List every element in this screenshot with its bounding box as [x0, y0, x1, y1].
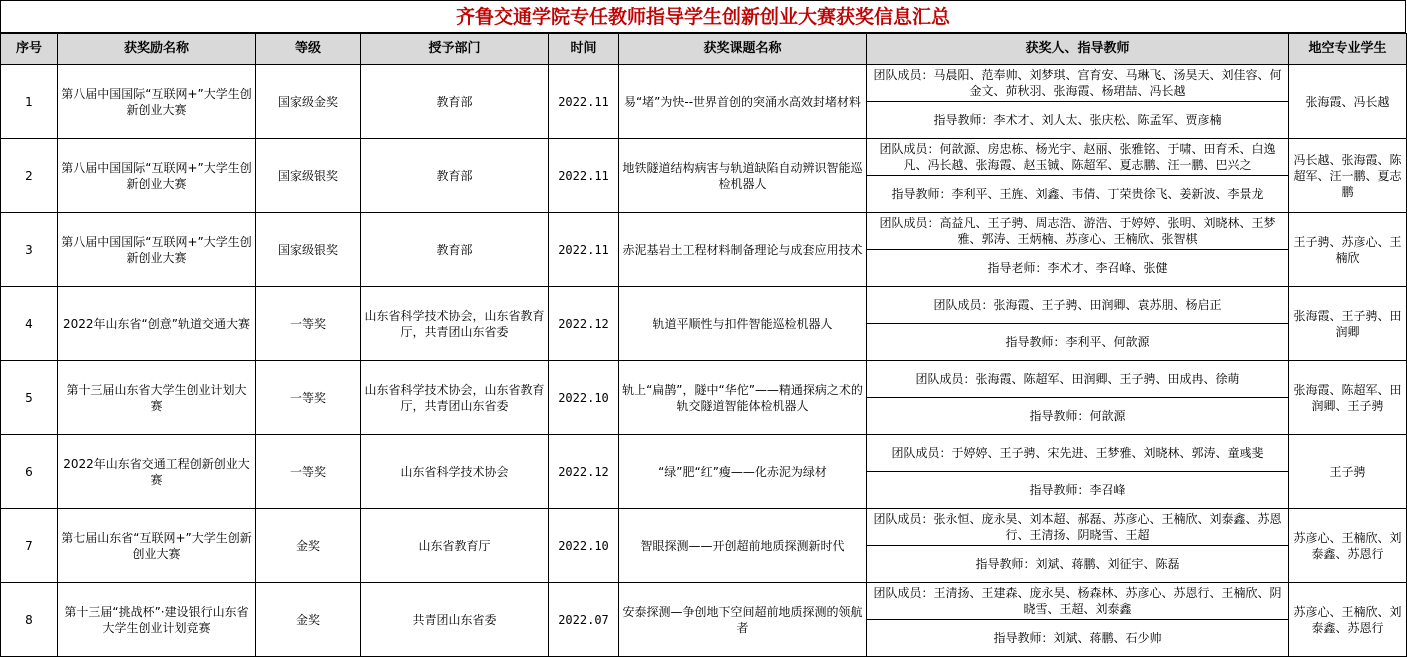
header-cell-dept: 授予部门 [361, 34, 549, 65]
cell-students: 苏彦心、王楠欣、刘泰鑫、苏恩行 [1289, 509, 1407, 583]
cell-dept: 教育部 [361, 213, 549, 287]
sheet-title: 齐鲁交通学院专任教师指导学生创新创业大赛获奖信息汇总 [0, 0, 1406, 33]
table-row [1, 139, 1407, 176]
header-cell-no: 序号 [1, 34, 58, 65]
cell-advisor: 指导教师：李利平、王旌、刘鑫、韦倩、丁荣贵徐飞、姜新波、李景龙 [867, 176, 1289, 213]
cell-level: 国家级银奖 [256, 139, 361, 213]
cell-dept: 共青团山东省委 [361, 583, 549, 657]
cell-no: 5 [1, 361, 58, 435]
cell-no: 2 [1, 139, 58, 213]
cell-team: 团队成员：张海霞、王子骋、田润卿、袁苏朋、杨启正 [867, 287, 1289, 324]
cell-dept: 教育部 [361, 65, 549, 139]
cell-project: 赤泥基岩土工程材料制备理论与成套应用技术 [619, 213, 867, 287]
cell-team: 团队成员：张海霞、陈超军、田润卿、王子骋、田成冉、徐萌 [867, 361, 1289, 398]
cell-advisor: 指导老师：李术才、李召峰、张健 [867, 250, 1289, 287]
table-row [1, 65, 1407, 102]
cell-students: 冯长越、张海霞、陈超军、汪一鹏、夏志鹏 [1289, 139, 1407, 213]
cell-students: 苏彦心、王楠欣、刘泰鑫、苏恩行 [1289, 583, 1407, 657]
cell-team: 团队成员：何歆源、房忠栋、杨光宇、赵丽、张雅铭、于啸、田育禾、白逸凡、冯长越、张海霞、赵玉铖、陈超军、夏志鹏、汪一鹏、巴兴之 [867, 139, 1289, 176]
cell-team: 团队成员：张永恒、庞永昊、刘本超、郝磊、苏彦心、王楠欣、刘泰鑫、苏恩行、王清扬、阴晓雪、王超 [867, 509, 1289, 546]
cell-project: “绿”肥“红”瘦——化赤泥为绿材 [619, 435, 867, 509]
table-row [1, 287, 1407, 324]
cell-award: 第十三届山东省大学生创业计划大赛 [58, 361, 256, 435]
cell-no: 8 [1, 583, 58, 657]
cell-award: 2022年山东省交通工程创新创业大赛 [58, 435, 256, 509]
cell-award: 2022年山东省“创意”轨道交通大赛 [58, 287, 256, 361]
cell-team: 团队成员：马晨阳、范奉帅、刘梦琪、宫育安、马琳飞、汤昊天、刘佳容、何金文、茆秋羽、张海霞、杨珺喆、冯长越 [867, 65, 1289, 102]
cell-advisor: 指导教师：李召峰 [867, 472, 1289, 509]
cell-level: 一等奖 [256, 361, 361, 435]
cell-advisor: 指导教师：刘斌、蒋鹏、石少帅 [867, 620, 1289, 657]
cell-time: 2022.11 [549, 65, 619, 139]
cell-advisor: 指导教师：刘斌、蒋鹏、刘征宇、陈磊 [867, 546, 1289, 583]
cell-project: 地铁隧道结构病害与轨道缺陷自动辨识智能巡检机器人 [619, 139, 867, 213]
header-cell-winners: 获奖人、指导教师 [867, 34, 1289, 65]
header-cell-students: 地空专业学生 [1289, 34, 1407, 65]
cell-team: 团队成员：于婷婷、王子骋、宋先进、王梦雅、刘晓林、郭涛、童彧斐 [867, 435, 1289, 472]
cell-no: 1 [1, 65, 58, 139]
cell-students: 张海霞、陈超军、田润卿、王子骋 [1289, 361, 1407, 435]
cell-level: 金奖 [256, 509, 361, 583]
cell-time: 2022.10 [549, 361, 619, 435]
cell-time: 2022.07 [549, 583, 619, 657]
header-row [1, 34, 1407, 65]
cell-team: 团队成员：高益凡、王子骋、周志浩、游浩、于婷婷、张明、刘晓林、王梦雅、郭涛、王炳楠、苏彦心、王楠欣、张智棋 [867, 213, 1289, 250]
cell-time: 2022.10 [549, 509, 619, 583]
cell-award: 第八届中国国际“互联网+”大学生创新创业大赛 [58, 213, 256, 287]
cell-award: 第十三届“挑战杯”·建设银行山东省大学生创业计划竞赛 [58, 583, 256, 657]
cell-level: 金奖 [256, 583, 361, 657]
cell-time: 2022.11 [549, 213, 619, 287]
cell-level: 一等奖 [256, 287, 361, 361]
cell-advisor: 指导教师：李利平、何歆源 [867, 324, 1289, 361]
cell-dept: 山东省科学技术协会 [361, 435, 549, 509]
cell-level: 国家级金奖 [256, 65, 361, 139]
table-row [1, 509, 1407, 546]
cell-award: 第八届中国国际“互联网+”大学生创新创业大赛 [58, 139, 256, 213]
cell-no: 7 [1, 509, 58, 583]
table-row [1, 213, 1407, 250]
header-cell-time: 时间 [549, 34, 619, 65]
cell-advisor: 指导教师：李术才、刘人太、张庆松、陈孟军、贾彦楠 [867, 102, 1289, 139]
cell-dept: 山东省科学技术协会，山东省教育厅，共青团山东省委 [361, 287, 549, 361]
cell-project: 易“堵”为快--世界首创的突涌水高效封堵材料 [619, 65, 867, 139]
cell-no: 6 [1, 435, 58, 509]
table-row [1, 435, 1407, 472]
awards-table [0, 33, 1407, 657]
cell-dept: 山东省科学技术协会，山东省教育厅，共青团山东省委 [361, 361, 549, 435]
header-cell-project: 获奖课题名称 [619, 34, 867, 65]
table-row [1, 361, 1407, 398]
cell-project: 轨道平顺性与扣件智能巡检机器人 [619, 287, 867, 361]
cell-level: 一等奖 [256, 435, 361, 509]
cell-students: 张海霞、冯长越 [1289, 65, 1407, 139]
header-cell-award: 获奖励名称 [58, 34, 256, 65]
cell-level: 国家级银奖 [256, 213, 361, 287]
cell-students: 张海霞、王子骋、田润卿 [1289, 287, 1407, 361]
cell-award: 第八届中国国际“互联网+”大学生创新创业大赛 [58, 65, 256, 139]
cell-students: 王子骋 [1289, 435, 1407, 509]
cell-time: 2022.12 [549, 287, 619, 361]
header-cell-level: 等级 [256, 34, 361, 65]
cell-time: 2022.12 [549, 435, 619, 509]
cell-dept: 教育部 [361, 139, 549, 213]
cell-project: 轨上“扁鹊”，隧中“华佗”——精通探病之术的轨交隧道智能体检机器人 [619, 361, 867, 435]
cell-students: 王子骋、苏彦心、王楠欣 [1289, 213, 1407, 287]
cell-time: 2022.11 [549, 139, 619, 213]
cell-no: 4 [1, 287, 58, 361]
table-row [1, 583, 1407, 620]
cell-dept: 山东省教育厅 [361, 509, 549, 583]
cell-project: 安泰探测—争创地下空间超前地质探测的领航者 [619, 583, 867, 657]
cell-advisor: 指导教师：何歆源 [867, 398, 1289, 435]
cell-award: 第七届山东省“互联网+”大学生创新创业大赛 [58, 509, 256, 583]
cell-team: 团队成员：王清扬、王建森、庞永昊、杨森林、苏彦心、苏恩行、王楠欣、阴晓雪、王超、刘泰鑫 [867, 583, 1289, 620]
cell-no: 3 [1, 213, 58, 287]
cell-project: 智眼探测——开创超前地质探测新时代 [619, 509, 867, 583]
